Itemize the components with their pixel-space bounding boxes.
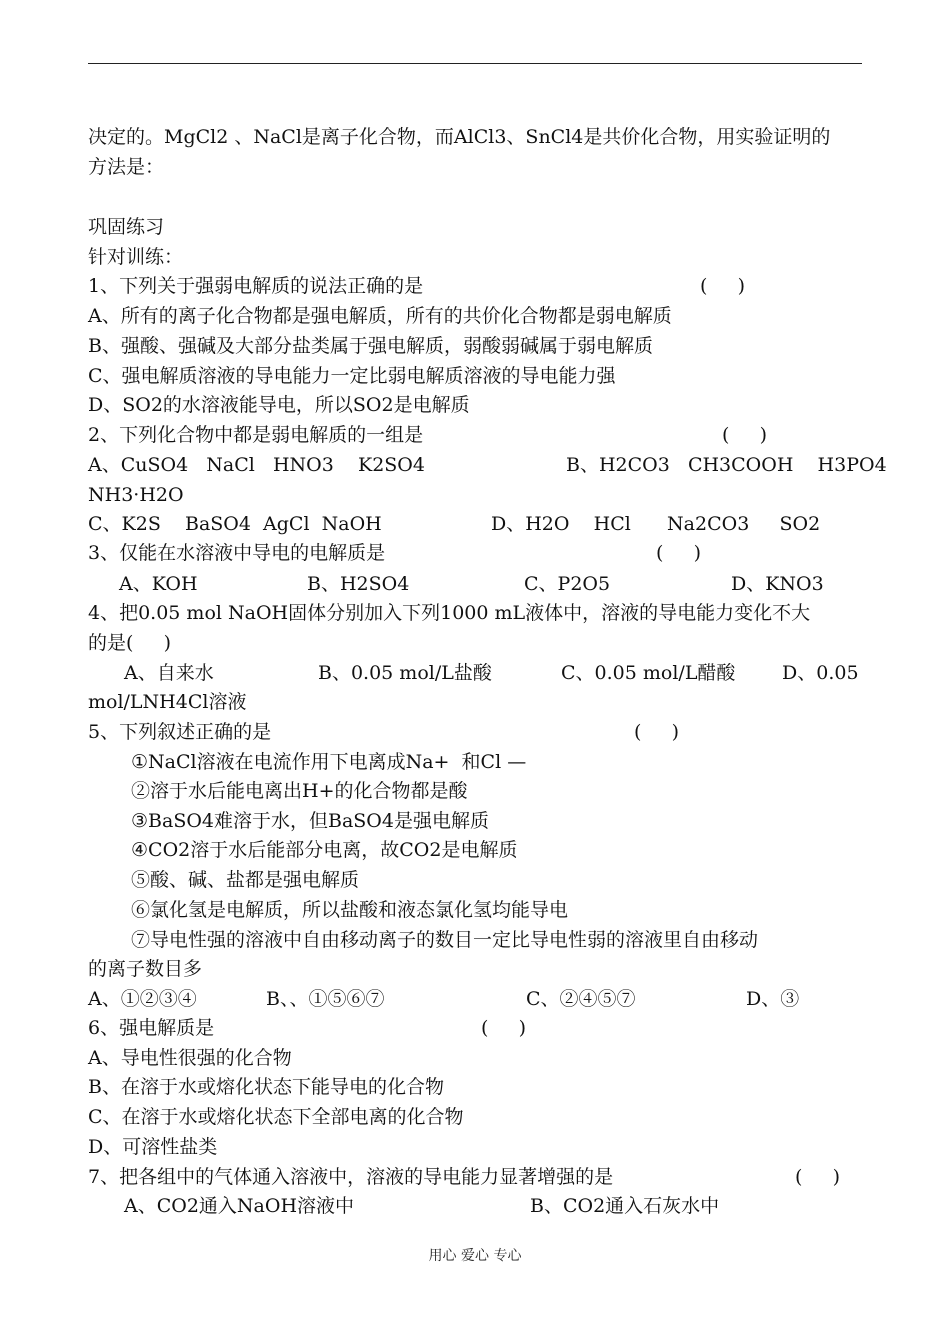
q2-stem: 2、下列化合物中都是弱电解质的一组是 [88,424,424,446]
q5-option-d: D、③ [746,988,800,1010]
q4-stem-cont: 的是( ) [88,632,172,654]
q1-answer-paren: ( ) [700,275,746,297]
q5-option-c: C、②④⑤⑦ [526,988,636,1010]
q6-option-a: A、导电性很强的化合物 [88,1047,292,1069]
q4-option-c: C、0.05 mol/L醋酸 [561,662,736,684]
q3-option-c: C、P2O5 [524,573,611,595]
q3-answer-paren: ( ) [656,542,702,564]
q5-stem: 5、下列叙述正确的是 [88,721,272,743]
section-subtitle: 针对训练： [88,246,184,268]
q5-answer-paren: ( ) [634,721,680,743]
q4-stem: 4、把0.05 mol NaOH固体分别加入下列1000 mL液体中，溶液的导电能力变化不大 [88,602,811,624]
q4-option-d: D、0.05 [782,662,859,684]
q5-statement-2: ②溶于水后能电离出H+的化合物都是酸 [131,780,468,802]
q5-statement-3: ③BaSO4难溶于水，但BaSO4是强电解质 [131,810,489,832]
q6-option-b: B、在溶于水或熔化状态下能导电的化合物 [88,1076,444,1098]
q1-option-b: B、强酸、强碱及大部分盐类属于强电解质，弱酸弱碱属于弱电解质 [88,335,653,357]
q2-option-c: C、K2S BaSO4 AgCl NaOH [88,513,382,535]
q1-stem: 1、下列关于强弱电解质的说法正确的是 [88,275,424,297]
page-footer: 用心 爱心 专心 [428,1248,522,1264]
section-title: 巩固练习 [88,216,165,238]
q7-stem: 7、把各组中的气体通入溶液中，溶液的导电能力显著增强的是 [88,1166,614,1188]
q6-answer-paren: ( ) [481,1017,527,1039]
q1-option-a: A、所有的离子化合物都是强电解质，所有的共价化合物都是弱电解质 [88,305,672,327]
q5-statement-4: ④CO2溶于水后能部分电离，故CO2是电解质 [131,839,518,861]
q4-option-a: A、自来水 [124,662,214,684]
q1-option-d: D、SO2的水溶液能导电，所以SO2是电解质 [88,394,470,416]
q7-option-b: B、CO2通入石灰水中 [530,1195,720,1217]
q5-statement-7-cont: 的离子数目多 [88,958,203,980]
q6-option-c: C、在溶于水或熔化状态下全部电离的化合物 [88,1106,464,1128]
q5-statement-6: ⑥氯化氢是电解质，所以盐酸和液态氯化氢均能导电 [131,899,569,921]
q3-option-a: A、KOH [119,573,198,595]
q2-option-d: D、H2O HCl Na2CO3 SO2 [491,513,821,535]
q2-option-a: A、CuSO4 NaCl HNO3 K2SO4 [88,454,425,476]
q5-option-a: A、①②③④ [88,988,197,1010]
q5-statement-5: ⑤酸、碱、盐都是强电解质 [131,869,360,891]
q7-answer-paren: ( ) [795,1166,841,1188]
header-rule [88,63,862,64]
q2-option-b-cont: NH3·H2O [88,484,184,506]
q6-option-d: D、可溶性盐类 [88,1136,218,1158]
q6-stem: 6、强电解质是 [88,1017,215,1039]
q3-option-b: B、H2SO4 [307,573,410,595]
q2-option-b: B、H2CO3 CH3COOH H3PO4 [566,454,887,476]
q2-answer-paren: ( ) [722,424,768,446]
q5-statement-7: ⑦导电性强的溶液中自由移动离子的数目一定比导电性弱的溶液里自由移动 [131,929,759,951]
q4-option-b: B、0.05 mol/L盐酸 [318,662,492,684]
intro-line-2: 方法是： [88,156,165,178]
q5-statement-1: ①NaCl溶液在电流作用下电离成Na+ 和Cl — [131,751,527,773]
q3-option-d: D、KNO3 [731,573,824,595]
q5-option-b: B、、①⑤⑥⑦ [266,988,385,1010]
q3-stem: 3、仅能在水溶液中导电的电解质是 [88,542,386,564]
q4-option-d-cont: mol/LNH4Cl溶液 [88,691,247,713]
q7-option-a: A、CO2通入NaOH溶液中 [124,1195,355,1217]
intro-line-1: 决定的。MgCl2 、NaCl是离子化合物，而AlCl3、SnCl4是共价化合物，用实验证明的 [88,126,831,148]
q1-option-c: C、强电解质溶液的导电能力一定比弱电解质溶液的导电能力强 [88,365,616,387]
